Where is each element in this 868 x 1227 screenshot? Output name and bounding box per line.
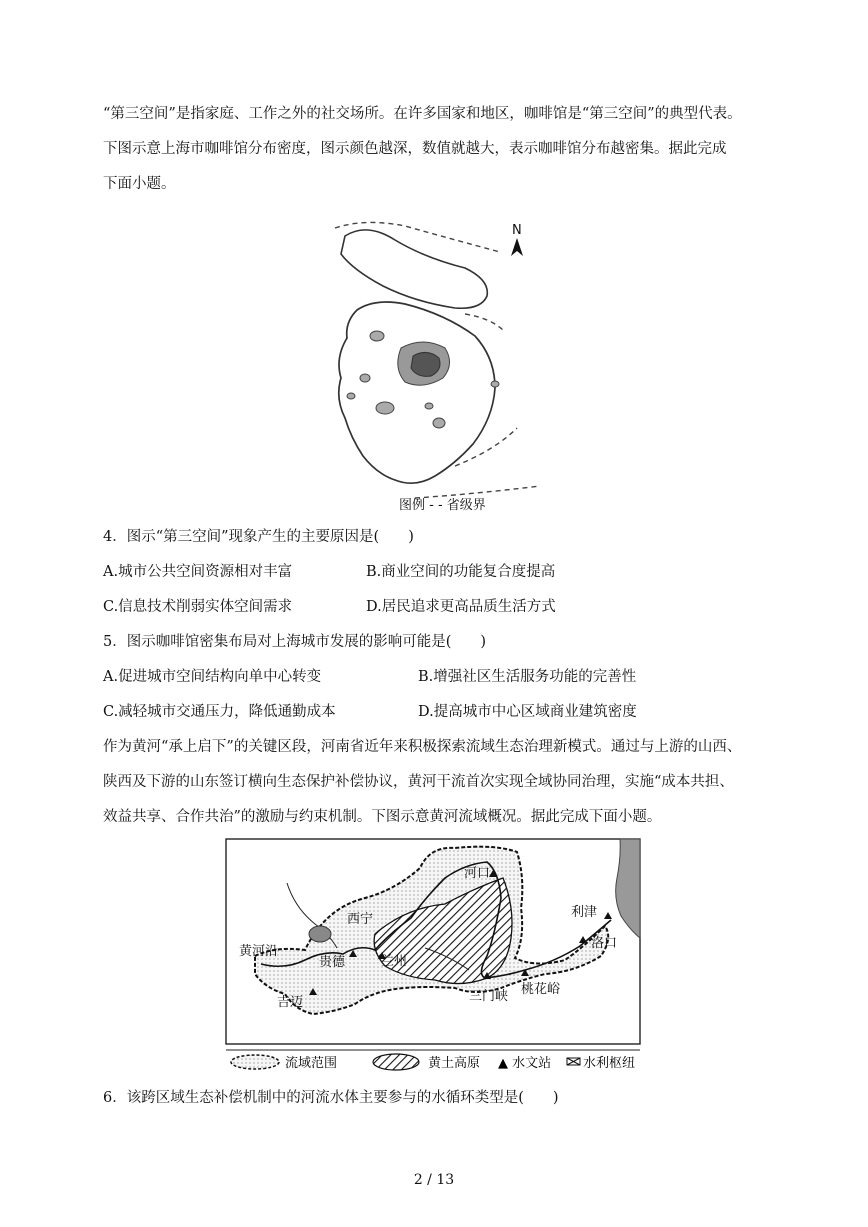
q5-option-d[interactable]: D.提高城市中心区域商业建筑密度	[418, 704, 637, 720]
q5-option-b[interactable]: B.增强社区生活服务功能的完善性	[418, 669, 637, 685]
label-lanzhou: 兰州	[381, 954, 408, 969]
label-jimai: 吉迈	[277, 995, 304, 1010]
q4-option-a[interactable]: A.城市公共空间资源相对丰富	[103, 564, 293, 580]
passage1-line-1: “第三空间”是指家庭、工作之外的社交场所。在许多国家和地区，咖啡馆是“第三空间”的典型代表。	[103, 106, 742, 122]
passage1-line-3: 下面小题。	[103, 176, 176, 192]
yellow-river-basin-map	[225, 838, 643, 1076]
q5-option-c[interactable]: C.减轻城市交通压力，降低通勤成本	[103, 704, 336, 720]
density-patch	[433, 418, 445, 428]
label-xining: 西宁	[347, 912, 374, 927]
passage2-line-1: 作为黄河“承上启下”的关键区段，河南省近年来积极探索流域生态治理新模式。通过与上游的山西、	[103, 739, 742, 755]
boundary-south	[415, 486, 540, 498]
passage2-line-3: 效益共享、合作共治”的激励与约束机制。下图示意黄河流域概况。据此完成下面小题。	[103, 809, 662, 825]
density-patch	[370, 331, 384, 341]
shanghai-coffee-density-map	[305, 218, 555, 516]
chongming-island	[341, 230, 487, 308]
map1-legend: 图例 - - 省级界	[399, 498, 486, 513]
density-patch	[376, 402, 394, 414]
label-guide: 贵德	[319, 955, 346, 970]
qinghai-lake	[309, 926, 331, 942]
q5-option-a[interactable]: A.促进城市空间结构向单中心转变	[103, 669, 322, 685]
density-patch	[360, 374, 370, 382]
label-hekou: 河口	[464, 866, 491, 881]
density-patch	[347, 393, 355, 399]
density-patch	[425, 403, 433, 409]
q4-option-b[interactable]: B.商业空间的功能复合度提高	[366, 564, 556, 580]
legend-dam: 水利枢纽	[583, 1056, 636, 1071]
north-arrow-icon	[511, 223, 523, 256]
label-huangheyan: 黄河沿	[239, 944, 279, 959]
legend-basin: 流域范围	[285, 1056, 338, 1071]
label-lijin: 利津	[571, 905, 598, 920]
label-taohuayu: 桃花峪	[521, 982, 561, 997]
q4-option-c[interactable]: C.信息技术削弱实体空间需求	[103, 599, 293, 615]
page-number: 2 / 13	[413, 1172, 455, 1188]
q4-stem: 4．图示“第三空间”现象产生的主要原因是( )	[103, 529, 414, 545]
label-sanmenxia: 三门峡	[469, 989, 509, 1004]
density-high-core	[411, 352, 440, 376]
label-luokou: 洛口	[591, 936, 618, 951]
density-patch	[491, 381, 499, 387]
boundary-east	[465, 314, 503, 330]
passage1-line-2: 下图示意上海市咖啡馆分布密度，图示颜色越深，数值就越大，表示咖啡馆分布越密集。据此完成	[103, 141, 727, 157]
north-label: N	[512, 223, 522, 238]
legend-basin-swatch	[231, 1055, 279, 1069]
legend-loess: 黄土高原	[428, 1056, 481, 1071]
dam-icon	[567, 1058, 580, 1065]
q4-option-d[interactable]: D.居民追求更高品质生活方式	[366, 599, 556, 615]
passage2-line-2: 陕西及下游的山东签订横向生态保护补偿协议，黄河干流首次实现全域协同治理，实施“成本共担、	[103, 774, 734, 790]
legend-loess-swatch	[373, 1054, 419, 1070]
legend-station: ▲ 水文站	[498, 1056, 552, 1071]
shanghai-mainland	[339, 302, 495, 483]
q5-stem: 5．图示咖啡馆密集布局对上海城市发展的影响可能是( )	[103, 634, 487, 650]
q6-stem: 6．该跨区域生态补偿机制中的河流水体主要参与的水循环类型是( )	[103, 1090, 559, 1106]
